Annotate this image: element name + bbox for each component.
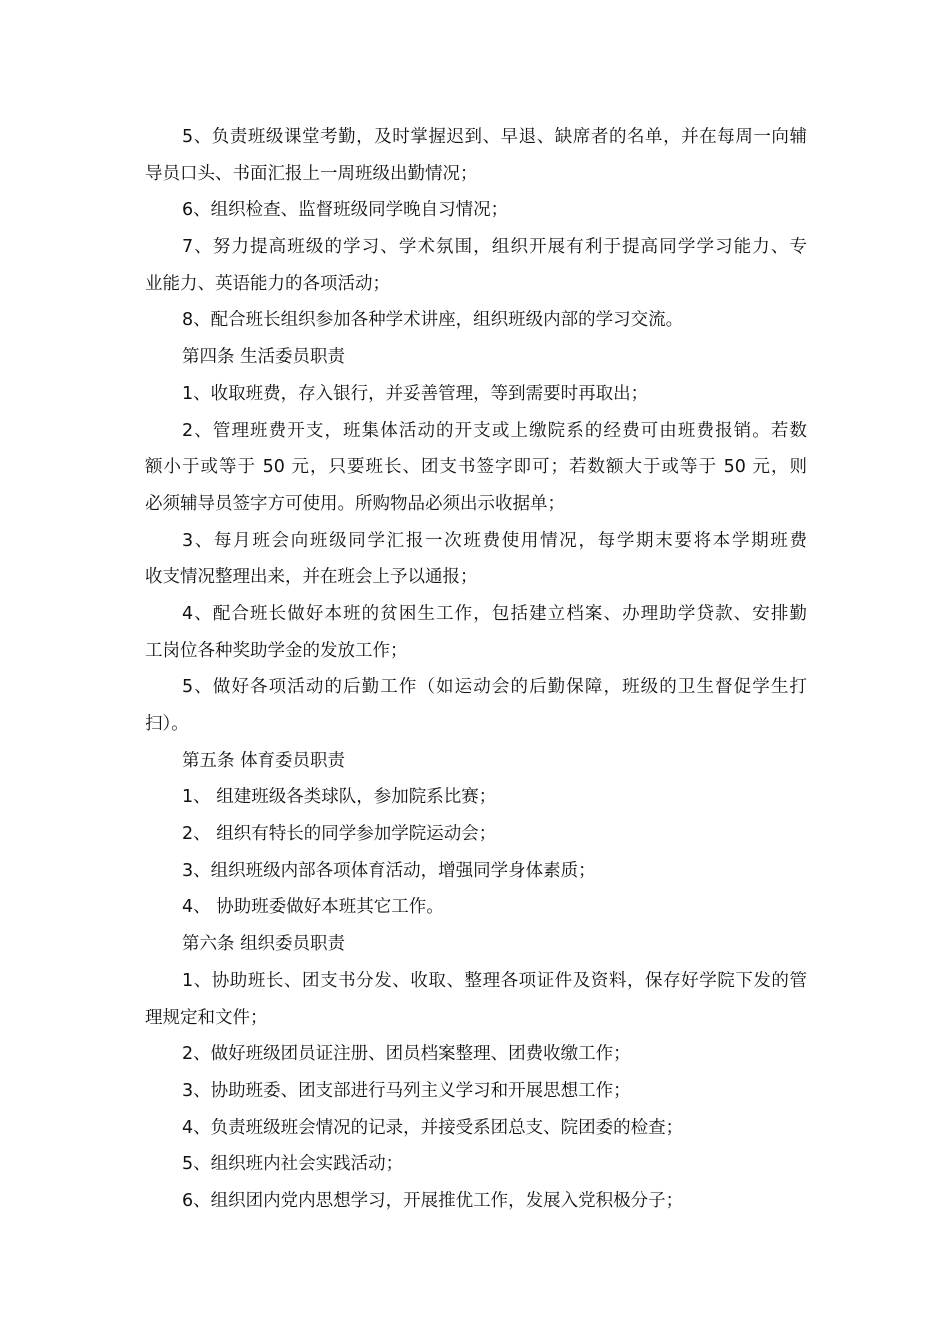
document-text-line: 理规定和文件； [145,1007,268,1028]
document-text-line: 第六条 组织委员职责 [182,934,346,955]
document-text-line: 3、每月班会向班级同学汇报一次班费使用情况，每学期末要将本学期班费 [182,530,807,551]
document-body [145,119,807,1220]
document-text-line: 8、配合班长组织参加各种学术讲座，组织班级内部的学习交流。 [182,310,684,331]
document-text-line: 2、管理班费开支，班集体活动的开支或上缴院系的经费可由班费报销。若数 [182,420,807,441]
document-text-line: 3、组织班级内部各项体育活动，增强同学身体素质； [182,860,596,881]
document-text-line: 第四条 生活委员职责 [182,347,346,368]
document-text-line: 收支情况整理出来，并在班会上予以通报； [145,567,478,588]
document-text-line: 工岗位各种奖助学金的发放工作； [145,640,408,661]
document-text-line: 额小于或等于 50 元，只要班长、团支书签字即可；若数额大于或等于 50 元，则 [145,457,807,478]
document-text-line: 4、配合班长做好本班的贫困生工作，包括建立档案、办理助学贷款、安排勤 [182,603,807,624]
document-text-line: 导员口头、书面汇报上一周班级出勤情况； [145,163,478,184]
document-text-line: 1、协助班长、团支书分发、收取、整理各项证件及资料，保存好学院下发的管 [182,970,807,991]
document-text-line: 6、组织检查、监督班级同学晚自习情况； [182,200,509,221]
document-text-line: 3、协助班委、团支部进行马列主义学习和开展思想工作； [182,1080,631,1101]
document-text-line: 5、组织班内社会实践活动； [182,1154,404,1175]
document-text-line: 5、做好各项活动的后勤工作（如运动会的后勤保障，班级的卫生督促学生打 [182,677,807,698]
document-text-line: 1、收取班费，存入银行，并妥善管理，等到需要时再取出； [182,383,649,404]
document-text-line: 第五条 体育委员职责 [182,750,346,771]
document-text-line: 5、负责班级课堂考勤，及时掌握迟到、早退、缺席者的名单，并在每周一向辅 [182,127,807,147]
document-text-line: 1、 组建班级各类球队，参加院系比赛； [182,787,497,808]
document-text-line: 2、做好班级团员证注册、团员档案整理、团费收缴工作； [182,1044,631,1065]
document-text-line: 7、努力提高班级的学习、学术氛围，组织开展有利于提高同学学习能力、专 [182,237,807,258]
document-text-line: 2、 组织有特长的同学参加学院运动会； [182,824,497,845]
document-text-line: 必须辅导员签字方可使用。所购物品必须出示收据单； [145,493,565,514]
document-text-line: 6、组织团内党内思想学习，开展推优工作，发展入党积极分子； [182,1190,684,1211]
document-text-line: 4、 协助班委做好本班其它工作。 [182,897,444,918]
document-text-line: 扫）。 [145,714,189,734]
document-text-line: 业能力、英语能力的各项活动； [145,273,390,294]
document-text-line: 4、负责班级班会情况的记录，并接受系团总支、院团委的检查； [182,1117,684,1138]
